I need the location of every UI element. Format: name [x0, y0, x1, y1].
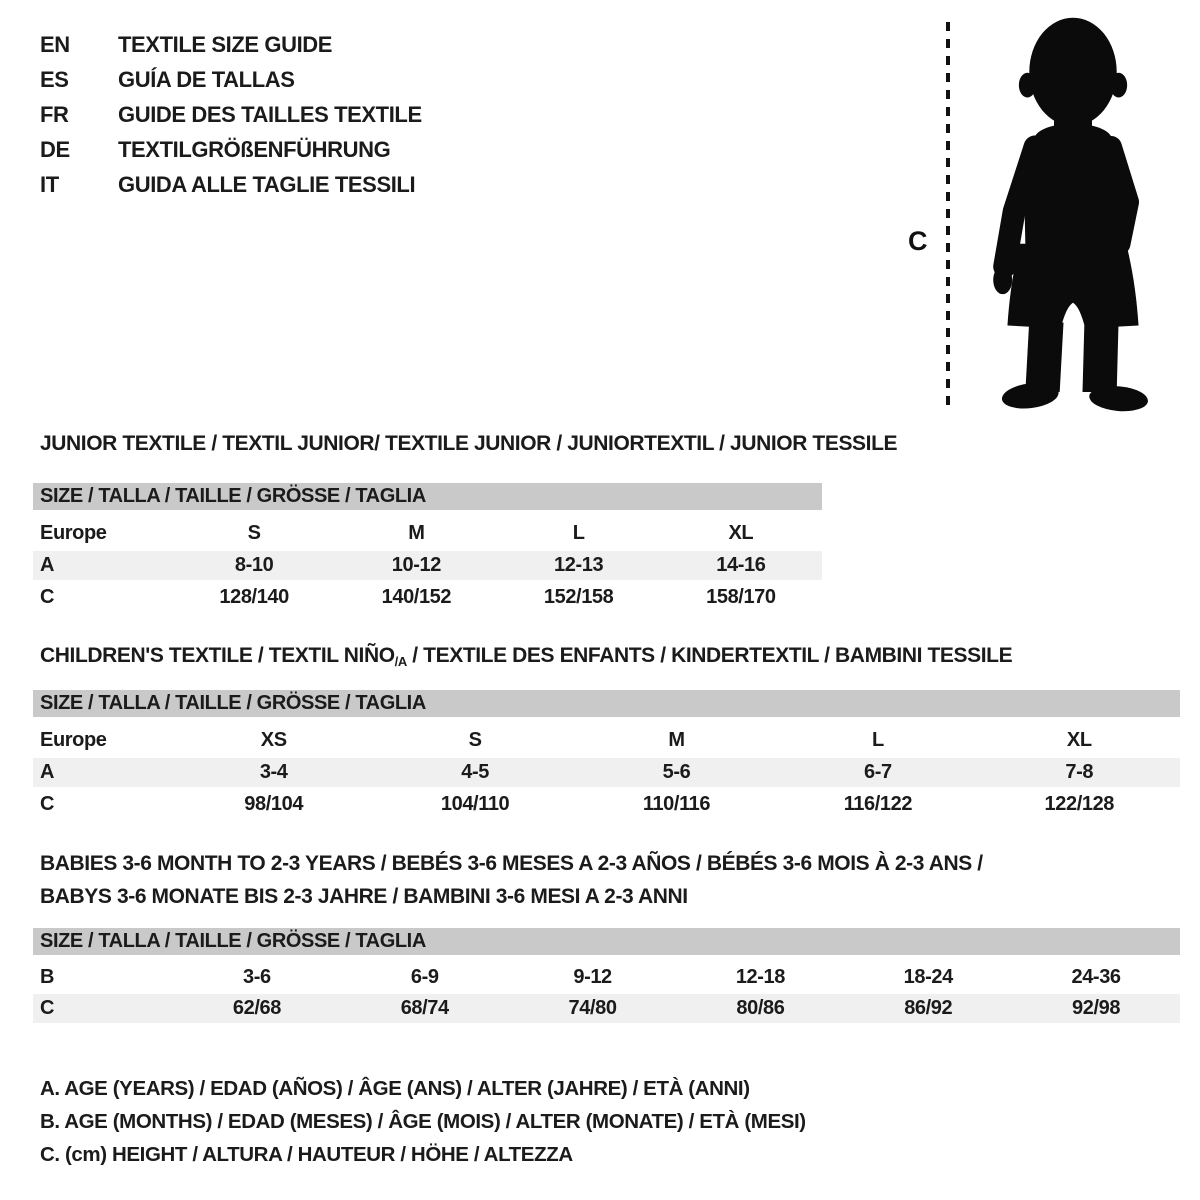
section-title-children-part1: CHILDREN'S TEXTILE / TEXTIL NIÑO [40, 644, 395, 667]
section-title-babies-line2: BABYS 3-6 MONATE BIS 2-3 JAHRE / BAMBINI 3-6 MESI A 2-3 ANNI [40, 885, 688, 908]
language-row [40, 132, 422, 167]
height-measure-figure [890, 8, 1180, 420]
age-cell: 12-13 [554, 554, 604, 576]
row-label: C [40, 793, 55, 815]
size-cell: XL [1066, 729, 1092, 751]
row-label: Europe [40, 522, 107, 544]
size-cell: S [247, 522, 261, 544]
height-cell: 62/68 [232, 997, 281, 1019]
table-row-age [33, 551, 822, 580]
guide-title-de: TEXTILGRÖßENFÜHRUNG [118, 137, 391, 162]
legend-line-b: B. AGE (MONTHS) / EDAD (MESES) / ÂGE (MOIS) / ALTER (MONATE) / ETÀ (MESI) [40, 1110, 806, 1133]
row-label: Europe [40, 729, 107, 751]
age-cell: 5-6 [662, 761, 691, 783]
age-cell: 3-6 [243, 966, 271, 988]
height-cell: 68/74 [400, 997, 449, 1019]
height-cell: 158/170 [706, 586, 776, 608]
age-cell: 8-10 [234, 554, 274, 576]
row-label: A [40, 554, 55, 576]
babies-size-table [33, 928, 1180, 1025]
height-cell: 104/110 [440, 793, 510, 815]
size-table-header: SIZE / TALLA / TAILLE / GRÖSSE / TAGLIA [33, 483, 822, 510]
size-cell: L [572, 522, 585, 544]
language-code: EN [40, 32, 70, 57]
language-row [40, 27, 422, 62]
section-title-babies-line1: BABIES 3-6 MONTH TO 2-3 YEARS / BEBÉS 3-6 MESES A 2-3 AÑOS / BÉBÉS 3-6 MOIS À 2-3 ANS / [40, 852, 983, 875]
language-row [40, 167, 422, 202]
age-cell: 6-7 [864, 761, 892, 783]
height-cell: 122/128 [1044, 793, 1115, 815]
age-cell: 14-16 [716, 554, 766, 576]
height-cell: 110/116 [642, 793, 711, 815]
height-label-c: C [908, 226, 928, 256]
height-cell: 98/104 [244, 793, 304, 815]
size-cell: XS [260, 729, 287, 751]
size-cell: L [871, 729, 884, 751]
height-cell: 80/86 [736, 997, 785, 1019]
height-cell: 152/158 [543, 586, 614, 608]
age-cell: 3-4 [259, 761, 288, 783]
size-table-header: SIZE / TALLA / TAILLE / GRÖSSE / TAGLIA [33, 928, 1180, 955]
guide-title-it: GUIDA ALLE TAGLIE TESSILI [118, 172, 416, 197]
size-cell: M [668, 729, 685, 751]
legend-line-c: C. (cm) HEIGHT / ALTURA / HAUTEUR / HÖHE / ALTEZZA [40, 1143, 573, 1166]
section-title-children-part2: / TEXTILE DES ENFANTS / KINDERTEXTIL / BAMBINI TESSILE [406, 644, 1013, 667]
age-cell: 24-36 [1071, 966, 1121, 988]
height-cell: 86/92 [904, 997, 953, 1019]
age-cell: 4-5 [461, 761, 489, 783]
language-row [40, 97, 422, 132]
row-label: C [40, 997, 55, 1019]
language-row [40, 62, 422, 97]
table-row-height [33, 789, 1180, 820]
size-cell: M [408, 522, 425, 544]
section-title-children [40, 644, 1012, 669]
size-table-header: SIZE / TALLA / TAILLE / GRÖSSE / TAGLIA [33, 690, 1180, 717]
toddler-silhouette-icon [993, 18, 1149, 414]
children-size-table [33, 690, 1180, 820]
row-label: C [40, 586, 55, 608]
legend-line-a: A. AGE (YEARS) / EDAD (AÑOS) / ÂGE (ANS) / ALTER (JAHRE) / ETÀ (ANNI) [40, 1077, 750, 1100]
guide-title-fr: GUIDE DES TAILLES TEXTILE [118, 102, 422, 127]
guide-title-en: TEXTILE SIZE GUIDE [118, 32, 333, 57]
legend-block [40, 1072, 806, 1171]
age-cell: 12-18 [735, 966, 785, 988]
height-cell: 92/98 [1072, 997, 1121, 1019]
language-title-block [40, 27, 422, 202]
language-code: ES [40, 67, 69, 92]
section-title-children-sub: /A [394, 654, 407, 669]
age-cell: 9-12 [573, 966, 612, 988]
height-cell: 128/140 [219, 586, 289, 608]
age-cell: 18-24 [903, 966, 953, 988]
section-title-junior: JUNIOR TEXTILE / TEXTIL JUNIOR/ TEXTILE JUNIOR / JUNIORTEXTIL / JUNIOR TESSILE [40, 432, 898, 455]
table-row-height [33, 994, 1180, 1023]
row-label: A [40, 761, 55, 783]
section-title-babies [40, 847, 983, 913]
language-code: IT [40, 172, 59, 197]
junior-size-table [33, 483, 822, 613]
language-code: DE [40, 137, 70, 162]
row-label: B [40, 966, 55, 988]
size-cell: XL [728, 522, 754, 544]
table-row-europe [33, 516, 822, 551]
table-row-age-months [33, 961, 1180, 994]
table-row-height [33, 582, 822, 613]
size-cell: S [468, 729, 482, 751]
height-cell: 116/122 [843, 793, 913, 815]
table-row-europe [33, 723, 1180, 758]
age-cell: 10-12 [391, 554, 441, 576]
language-code: FR [40, 102, 69, 127]
height-cell: 74/80 [568, 997, 617, 1019]
table-row-age [33, 758, 1180, 787]
age-cell: 7-8 [1065, 761, 1094, 783]
age-cell: 6-9 [410, 966, 439, 988]
height-cell: 140/152 [381, 586, 452, 608]
guide-title-es: GUÍA DE TALLAS [118, 67, 295, 92]
